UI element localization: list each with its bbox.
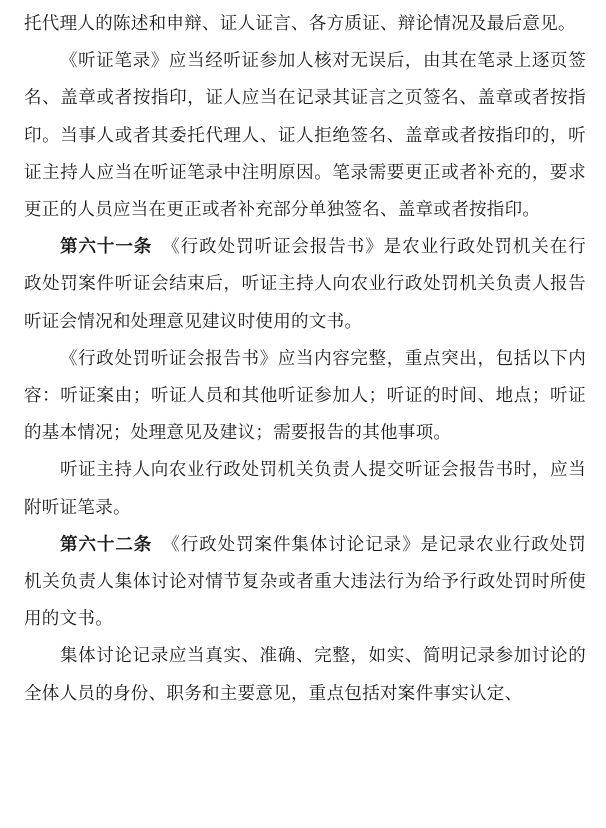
paragraph: [24, 43, 586, 229]
document-page: [24, 0, 586, 713]
article-number: 第六十一条: [60, 237, 153, 258]
article-62-paragraph: [24, 527, 586, 639]
paragraph-continuation: [24, 6, 586, 43]
paragraph-text: 《听证笔录》应当经听证参加人核对无误后，由其在笔录上逐页签名、盖章或者按指印，证人应当在记录其证言之页签名、盖章或者按指印。当事人或者其委托代理人、证人拒绝签名、盖章或者按指印的，听证主持人应当在听证笔录中注明原因。笔录需要更正或者补充的，要求更正的人员应当在更正或者补充部分单独签名、盖章或者按指印。: [24, 51, 586, 221]
paragraph: [24, 638, 586, 712]
paragraph: [24, 341, 586, 453]
article-number: 第六十二条: [60, 534, 153, 555]
paragraph-text: 《行政处罚案件集体讨论记录》是记录农业行政处罚机关负责人集体讨论对情节复杂或者重大违法行为给予行政处罚时所使用的文书。: [24, 534, 586, 630]
paragraph-text: 《行政处罚听证会报告书》是农业行政处罚机关在行政处罚案件听证会结束后，听证主持人向农业行政处罚机关负责人报告听证会情况和处理意见建议时使用的文书。: [24, 237, 586, 332]
paragraph-text: 托代理人的陈述和申辩、证人证言、各方质证、辩论情况及最后意见。: [24, 14, 576, 34]
paragraph: [24, 452, 586, 526]
paragraph-text: 《行政处罚听证会报告书》应当内容完整，重点突出，包括以下内容：听证案由；听证人员和其他听证参加人；听证的时间、地点；听证的基本情况；处理意见及建议；需要报告的其他事项。: [24, 348, 586, 444]
article-61-paragraph: [24, 229, 586, 341]
paragraph-text: 集体讨论记录应当真实、准确、完整，如实、简明记录参加讨论的全体人员的身份、职务和主要意见，重点包括对案件事实认定、: [24, 646, 586, 704]
paragraph-text: 听证主持人向农业行政处罚机关负责人提交听证会报告书时，应当附听证笔录。: [24, 460, 586, 518]
